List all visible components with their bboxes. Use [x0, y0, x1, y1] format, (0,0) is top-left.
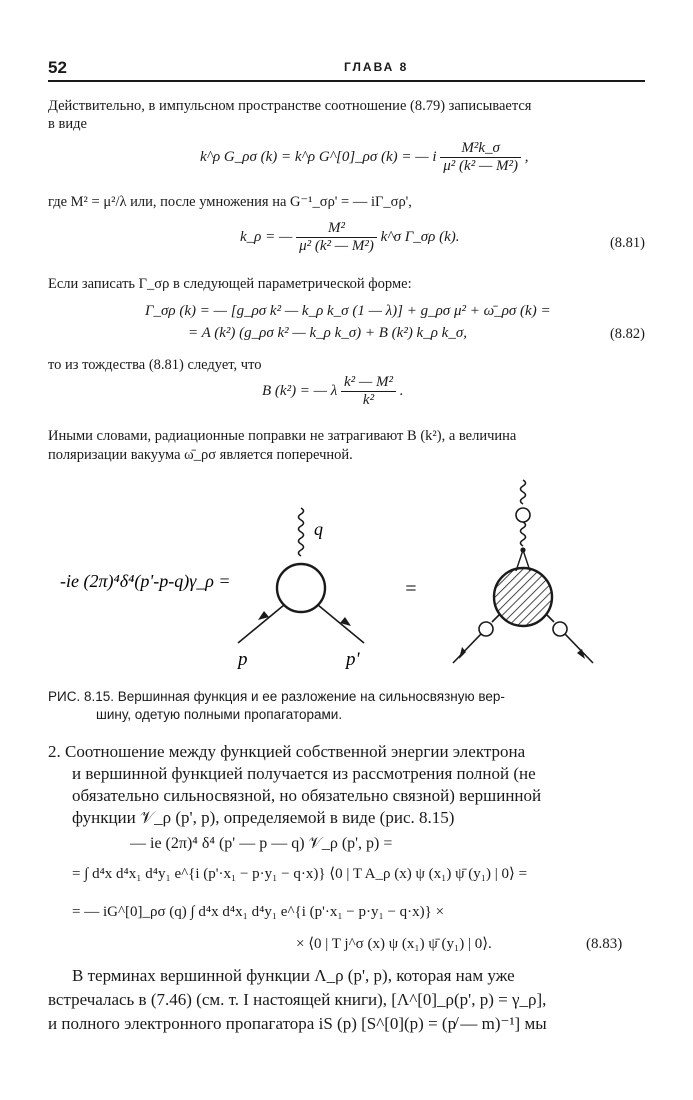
fermion-leg-right-p	[453, 634, 481, 663]
feynman-diagram-figure	[48, 475, 645, 685]
text-then: то из тождества (8.81) следует, что	[48, 357, 262, 373]
section2-line-3: обязательно сильносвязной, но обязательно связной) вершинной	[72, 786, 542, 805]
eq-number-8-82: (8.82)	[609, 326, 645, 342]
eq1-lhs: k^ρ G_ρσ (k) = k^ρ G^[0]_ρσ (k) = — i	[200, 148, 437, 165]
eq1-tail: ,	[524, 148, 529, 165]
equation-3-line-1: Γ_σρ (k) = — [g_ρσ k² — k_ρ k_σ (1 — λ)] + g_ρσ μ² + ω̄_ρσ (k) =	[145, 303, 551, 319]
label-p: p	[238, 649, 248, 670]
eq2-lhs: k_ρ = —	[240, 228, 293, 245]
fermion-leg-right-p-prime	[565, 634, 593, 663]
photon-line-right-bottom	[521, 522, 526, 546]
intro-line-1: Действительно, в импульсном пространстве соотношение (8.79) записывается	[48, 98, 532, 114]
electron-propagator-circle-right	[553, 622, 567, 636]
equation-1	[200, 140, 529, 175]
eq2-fraction	[296, 220, 377, 255]
strongly-connected-vertex-blob	[494, 568, 552, 626]
blob-to-right-propagator	[547, 615, 554, 622]
electron-propagator-circle-left	[479, 622, 493, 636]
eq4-tail: .	[399, 382, 404, 399]
label-q: q	[314, 519, 323, 539]
eq1-fraction	[440, 140, 521, 175]
blob-to-left-propagator	[492, 615, 499, 622]
equals-sign: =	[404, 578, 418, 600]
eq1-denominator: μ² (k² — M²)	[443, 158, 519, 174]
figure-caption-line-1: РИС. 8.15. Вершинная функция и ее разложение на сильносвязную вер-	[48, 689, 505, 704]
eq-number-8-81: (8.81)	[609, 235, 645, 251]
eq4-fraction	[341, 374, 396, 409]
final-line-1: В терминах вершинной функции Λ_ρ (p', p), которая нам уже	[72, 966, 515, 985]
page-header	[48, 56, 645, 82]
section2-line-2: и вершинной функцией получается из рассмотрения полной (не	[72, 764, 536, 783]
eq2-denominator: μ² (k² — M²)	[299, 238, 374, 254]
intro-line-2: в виде	[48, 116, 87, 132]
photon-propagator-circle	[516, 508, 530, 522]
final-line-2: встречалась в (7.46) (см. т. I настоящей книги), [Λ^[0]_ρ(p', p) = γ_ρ],	[48, 990, 547, 1009]
arrow-right-p	[459, 647, 466, 659]
text-param: Если записать Γ_σρ в следующей параметрической форме:	[48, 276, 412, 292]
equation-4	[262, 374, 404, 409]
eq1-numerator: M²k_σ	[440, 140, 521, 158]
fermion-leg-p-prime	[318, 605, 364, 643]
fermion-leg-p	[238, 605, 284, 643]
eq4-denominator: k²	[362, 392, 375, 408]
full-vertex-circle	[277, 564, 325, 612]
photon-line-right-top	[521, 480, 526, 504]
equation-3-line-2: = A (k²) (g_ρσ k² — k_ρ k_σ) + B (k²) k_ρ k_σ,	[188, 325, 467, 341]
section2-line-1: 2. Соотношение между функцией собственной энергии электрона	[48, 742, 526, 761]
text-where: где M² = μ²/λ или, после умножения на G⁻¹_σρ' = — iΓ_σρ',	[48, 194, 412, 210]
label-p-prime: p'	[346, 649, 360, 670]
equation-2	[240, 220, 460, 255]
text-other-line-1: Иными словами, радиационные поправки не затрагивают B (k²), а величина	[48, 428, 517, 444]
eq4-numerator: k² — M²	[341, 374, 396, 392]
eq2-numerator: M²	[296, 220, 377, 238]
equation-5-line-4: × ⟨0 | T j^σ (x) ψ (x₁) ψ̄ (y₁) | 0⟩.	[296, 936, 492, 952]
equation-5-line-2: = ∫ d⁴x d⁴x₁ d⁴y₁ e^{i (p'·x₁ − p·y₁ − q·x)} ⟨0 | T A_ρ (x) ψ (x₁) ψ̄ (y₁) | 0⟩ =	[72, 866, 528, 882]
equation-5-line-1: — ie (2π)⁴ δ⁴ (p' — p — q) 𝒱_ρ (p', p) =	[130, 835, 393, 852]
figure-caption-line-2: шину, одетую полными пропагаторами.	[96, 707, 343, 722]
photon-line-left	[299, 508, 304, 556]
chapter-title: ГЛАВА 8	[344, 60, 409, 74]
section2-line-4: функции 𝒱_ρ (p', p), определяемой в виде (рис. 8.15)	[72, 808, 455, 827]
equation-5-line-3: = — iG^[0]_ρσ (q) ∫ d⁴x d⁴x₁ d⁴y₁ e^{i (p'·x₁ − p·y₁ − q·x)} ×	[72, 904, 445, 920]
eq4-lhs: B (k²) = — λ	[262, 382, 338, 399]
eq-number-8-83: (8.83)	[586, 936, 623, 952]
final-line-3: и полного электронного пропагатора iS (p) [S^[0](p) = (p̸ — m)⁻¹] мы	[48, 1014, 547, 1033]
vertex-lhs-label: -ie (2π)⁴δ⁴(p'-p-q)γ_ρ =	[60, 571, 231, 591]
text-other-line-2: поляризации вакуума ω̄_ρσ является поперечной.	[48, 447, 353, 463]
eq2-rhs: k^σ Γ_σρ (k).	[380, 228, 460, 245]
page-number: 52	[48, 58, 67, 77]
